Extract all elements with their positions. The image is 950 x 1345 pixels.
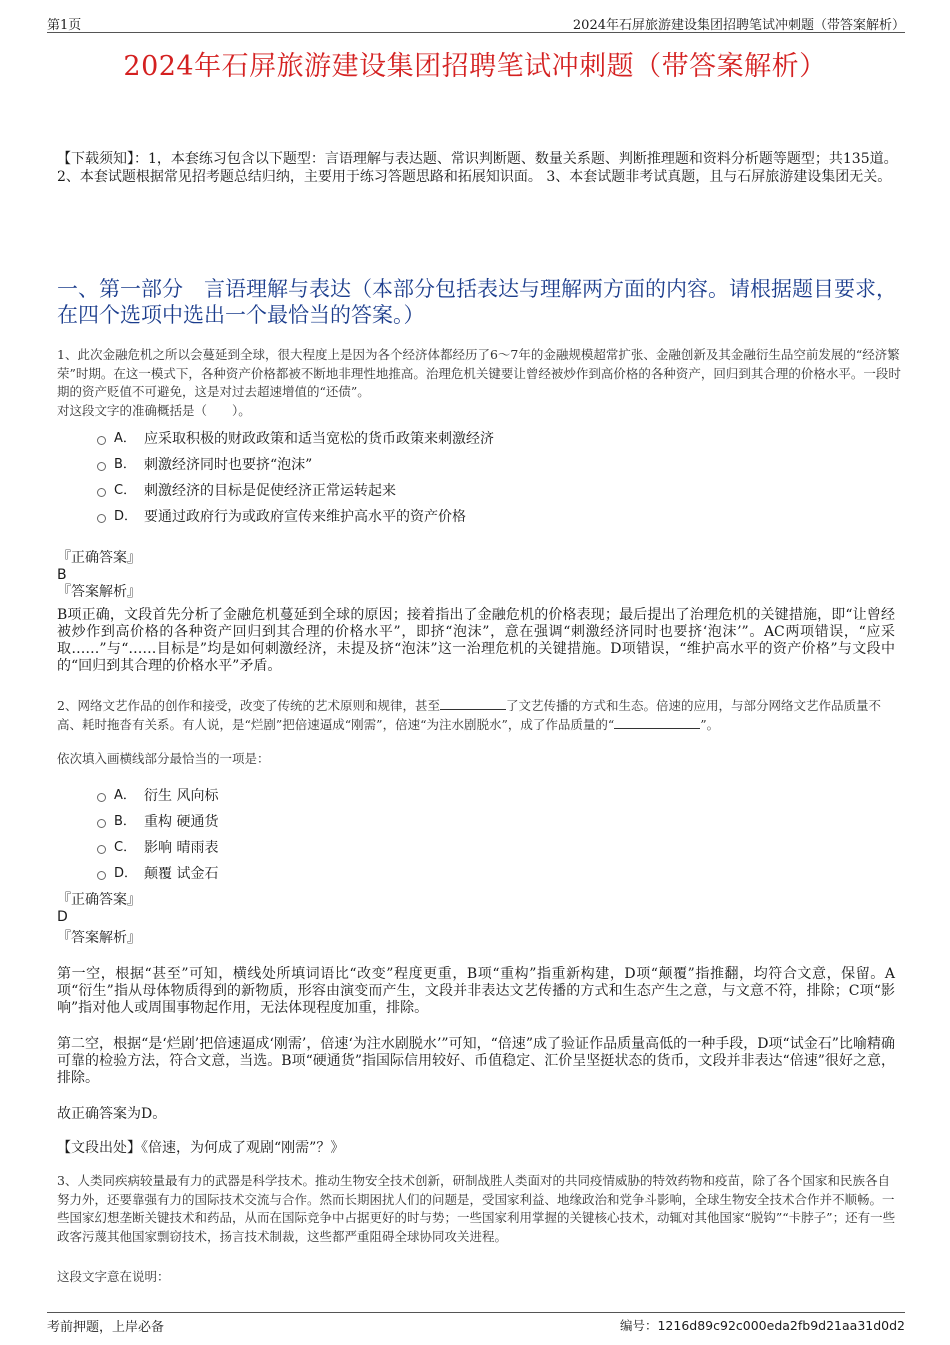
option-text: 衍生 风向标 [144, 788, 219, 804]
option-key: D． [114, 509, 138, 524]
option-b[interactable] [97, 452, 797, 478]
analysis-tag: 『答案解析』 [57, 584, 141, 600]
answer-tag: 『正确答案』 [57, 892, 141, 908]
question-1-options [97, 426, 797, 530]
option-key: A． [114, 431, 136, 446]
question-2-analysis-p2: 第二空，根据“是‘烂剧’把倍速逼成‘刚需’，倍速‘为注水剧脱水’”可知，“倍速”成了验证作品质量高低的一种手段，D项“试金石”比喻精确可靠的检验方法，符合文意，当选。B项“硬通货”指国际信用较好、币值稳定、汇价呈坚挺状态的货币，文段并非表达“倍速”很好之意，排除。 [57, 1036, 895, 1086]
section-title: 一、第一部分 言语理解与表达（本部分包括表达与理解两方面的内容。请根据题目要求，在四个选项中选出一个最恰当的答案。） [57, 277, 897, 327]
question-2-analysis-p3: 故正确答案为D。 [57, 1106, 167, 1122]
footer-code [620, 1316, 905, 1334]
question-ask: 对这段文字的准确概括是（ ）。 [57, 402, 251, 418]
question-2-source: 【文段出处】《倍速，为何成了观剧“刚需”？》 [57, 1140, 345, 1156]
option-key: B． [114, 814, 136, 829]
radio-icon[interactable] [97, 462, 106, 471]
option-text: 影响 晴雨表 [144, 840, 219, 856]
analysis-tag: 『答案解析』 [57, 930, 141, 946]
option-text: 要通过政府行为或政府宣传来维护高水平的资产价格 [144, 509, 466, 525]
option-text: 刺激经济同时也要挤“泡沫” [144, 457, 313, 473]
page-number: 第1页 [47, 18, 82, 33]
option-key: B． [114, 457, 136, 472]
option-d[interactable] [97, 861, 797, 887]
answer-value: D [57, 909, 68, 925]
question-2-analysis-p1: 第一空，根据“甚至”可知，横线处所填词语比“改变”程度更重，B项“重构”指重新构建，D项“颠覆”指推翻，均符合文意，保留。A项“衍生”指从母体物质得到的新物质，形容由演变而产生，文段并非表达文艺传播的方式和生态产生之意，与文意不符，排除；C项“影响”指对他人或周围事物起作用，无法体现程度加重，排除。 [57, 966, 895, 1016]
question-1-stem [57, 346, 902, 420]
question-2-options [97, 783, 797, 887]
option-c[interactable] [97, 835, 797, 861]
question-1-analysis: B项正确，文段首先分析了金融危机蔓延到全球的原因；接着指出了金融危机的价格表现；最后提出了治理危机的关键措施，即“让曾经被炒作到高价格的各种资产回归到其合理的价格水平”，即挤“泡沫”，意在强调“刺激经济同时也要挤‘泡沫’”。AC两项错误，“应采取……”与“……目标是”均是如何刺激经济，未提及挤“泡沫”这一治理危机的关键措施。D项错误，“维护高水平的资产价格”与文段中的“回归到其合理的价格水平”矛盾。 [57, 607, 895, 674]
answer-value: B [57, 567, 67, 583]
fill-blank-1 [440, 699, 506, 710]
question-ask: 这段文字意在说明： [57, 1269, 170, 1284]
option-a[interactable] [97, 783, 797, 809]
question-stem-text: 了文艺传播的方式和生态。倍速的应用，与部分网络文艺作品质量不高、耗时拖沓有关系。有人说，是“烂剧”把倍速逼成“刚需”，倍速“为注水剧脱水”，成了作品质量的“ [57, 698, 881, 732]
page-footer [47, 1312, 905, 1333]
option-d[interactable] [97, 504, 797, 530]
question-stem-text: 2、网络文艺作品的创作和接受，改变了传统的艺术原则和规律，甚至 [57, 698, 440, 713]
option-key: D． [114, 866, 138, 881]
question-1-answer [57, 550, 902, 601]
radio-icon[interactable] [97, 793, 106, 802]
question-2-stem [57, 697, 902, 734]
option-key: C． [114, 840, 137, 855]
option-text: 重构 硬通货 [144, 814, 219, 830]
option-text: 颠覆 试金石 [144, 866, 219, 882]
question-3-stem: 3、人类同疾病较量最有力的武器是科学技术。推动生物安全技术创新，研制战胜人类面对的共同疫情威胁的特效药物和疫苗，除了各个国家和民族各自努力外，还要靠强有力的国际技术交流与合作。然而长期困扰人们的问题是，受国家利益、地缘政治和党争斗影响，全球生物安全技术合作并不顺畅。一些国家幻想垄断关键技术和药品，从而在国际竞争中占据更好的时与势；一些国家利用掌握的关键核心技术，动辄对其他国家“脱钩”“卡脖子”；还有一些政客污蔑其他国家剽窃技术，扬言技术制裁，这些都严重阻碍全球协同攻关进程。 [57, 1173, 896, 1244]
answer-tag: 『正确答案』 [57, 550, 141, 566]
question-stem-text: 1、此次金融危机之所以会蔓延到全球，很大程度上是因为各个经济体都经历了6～7年的金融规模超常扩张、金融创新及其金融衍生品空前发展的“经济繁荣”时期。在这一模式下，各种资产价格都被不断地非理性地推高。治理危机关键要让曾经被炒作到高价格的各种资产，回归到其合理的价格水平。一段时期的资产贬值不可避免，这是对过去超速增值的“还债”。 [57, 347, 901, 399]
footer-slogan: 考前押题，上岸必备 [47, 1320, 165, 1335]
option-key: C． [114, 483, 137, 498]
radio-icon[interactable] [97, 514, 106, 523]
header-doc-title: 2024年石屏旅游建设集团招聘笔试冲刺题（带答案解析） [572, 18, 905, 33]
download-notice: 【下载须知】：1，本套练习包含以下题型：言语理解与表达题、常识判断题、数量关系题、判断推理题和资料分析题等题型；共135道。 2、本套试题根据常见招考题总结归纳，主要用于练习答题思路和拓展知识面。 3、本套试题非考试真题，且与石屏旅游建设集团无关。 [57, 151, 898, 185]
option-b[interactable] [97, 809, 797, 835]
code-label: 编号： [619, 1318, 658, 1333]
radio-icon[interactable] [97, 819, 106, 828]
code-value: 1216d89c92c000eda2fb9d21aa31d0d2 [657, 1318, 905, 1333]
document-title: 2024年石屏旅游建设集团招聘笔试冲刺题（带答案解析） [123, 51, 827, 82]
fill-blank-2 [614, 718, 700, 729]
question-stem-text: ”。 [700, 716, 720, 732]
option-text: 应采取积极的财政政策和适当宽松的货币政策来刺激经济 [144, 431, 494, 447]
question-ask: 依次填入画横线部分最恰当的一项是： [57, 751, 270, 766]
radio-icon[interactable] [97, 488, 106, 497]
question-2-answer [57, 892, 902, 947]
radio-icon[interactable] [97, 845, 106, 854]
page-header [47, 12, 905, 33]
option-text: 刺激经济的目标是促使经济正常运转起来 [144, 483, 396, 499]
radio-icon[interactable] [97, 871, 106, 880]
option-a[interactable] [97, 426, 797, 452]
option-c[interactable] [97, 478, 797, 504]
radio-icon[interactable] [97, 436, 106, 445]
option-key: A． [114, 788, 136, 803]
